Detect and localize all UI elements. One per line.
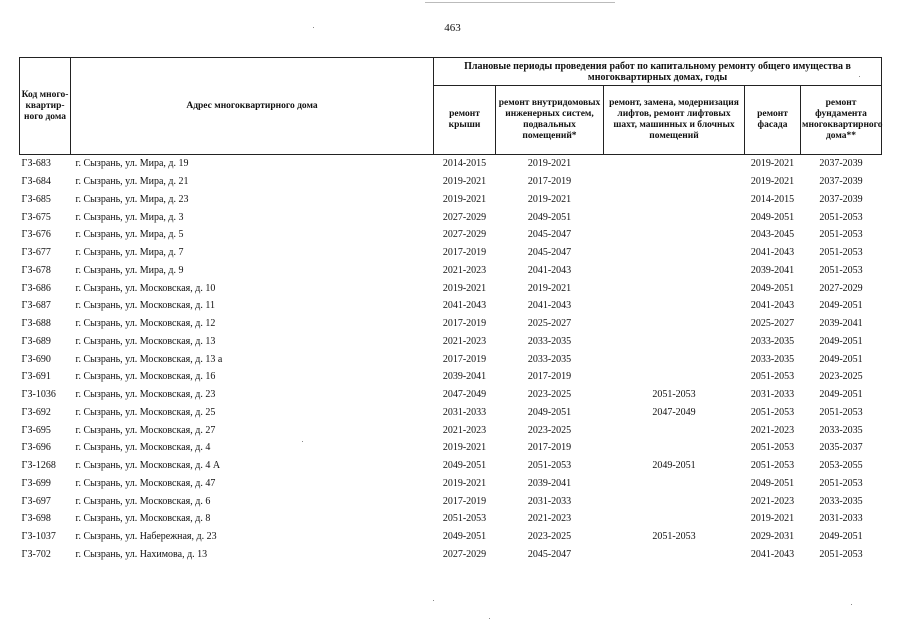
cell-facade: 2041-2043 <box>750 548 795 560</box>
cell-foundation: 2051-2053 <box>819 229 863 241</box>
cell-elevators <box>604 173 745 191</box>
cell-address: г. Сызрань, ул. Московская, д. 4 А <box>75 460 221 472</box>
cell-roof: 2041-2043 <box>442 300 487 312</box>
cell-systems: 2049-2051 <box>527 211 572 223</box>
cell-roof: 2021-2023 <box>442 335 487 347</box>
header-periods: Плановые периоды проведения работ по капитальному ремонту общего имущества в многоквартирных домах, годы <box>434 58 882 86</box>
cell-code: ГЗ-675 <box>21 211 51 223</box>
cell-roof: 2021-2023 <box>442 424 487 436</box>
cell-systems: 2025-2027 <box>527 318 572 330</box>
cell-code: ГЗ-697 <box>21 495 51 507</box>
header-systems: ремонт внутридомовых инженерных систем, подвальных помещений* <box>496 86 604 155</box>
cell-systems: 2019-2021 <box>527 193 572 205</box>
cell-facade: 2021-2023 <box>750 495 795 507</box>
cell-code: ГЗ-687 <box>21 300 51 312</box>
cell-address: г. Сызрань, ул. Московская, д. 6 <box>75 495 211 507</box>
cell-foundation: 2031-2033 <box>819 513 863 525</box>
cell-facade: 2029-2031 <box>750 531 795 543</box>
cell-systems: 2045-2047 <box>527 229 572 241</box>
cell-roof: 2039-2041 <box>442 371 487 383</box>
header-foundation: ремонт фундамента многоквартирного дома** <box>801 86 882 155</box>
cell-code: ГЗ-690 <box>21 353 51 365</box>
cell-code: ГЗ-692 <box>21 406 51 418</box>
cell-address: г. Сызрань, ул. Московская, д. 11 <box>75 300 215 312</box>
cell-address: г. Сызрань, ул. Московская, д. 12 <box>75 318 216 330</box>
cell-foundation: 2049-2051 <box>819 300 863 312</box>
cell-foundation: 2051-2053 <box>819 247 863 259</box>
cell-facade: 2021-2023 <box>750 424 795 436</box>
cell-elevators <box>604 475 745 493</box>
cell-elevators <box>604 368 745 386</box>
table-row <box>20 421 882 439</box>
cell-address: г. Сызрань, ул. Московская, д. 16 <box>75 371 216 383</box>
table-row <box>20 404 882 422</box>
cell-address: г. Сызрань, ул. Московская, д. 4 <box>75 442 211 454</box>
table-row <box>20 155 882 173</box>
cell-elevators <box>604 244 745 262</box>
table-row <box>20 208 882 226</box>
cell-systems: 2017-2019 <box>527 442 572 454</box>
cell-facade: 2041-2043 <box>750 247 795 259</box>
header-roof: ремонт крыши <box>434 86 496 155</box>
table-row <box>20 492 882 510</box>
cell-roof: 2051-2053 <box>442 513 487 525</box>
cell-foundation: 2037-2039 <box>801 155 882 173</box>
cell-address: г. Сызрань, ул. Нахимова, д. 13 <box>75 548 208 560</box>
cell-facade: 2031-2033 <box>750 389 795 401</box>
scan-speck <box>313 27 314 28</box>
cell-roof: 2017-2019 <box>442 495 487 507</box>
header-facade: ремонт фасада <box>745 86 801 155</box>
table-row <box>20 368 882 386</box>
cell-elevators <box>604 297 745 315</box>
cell-code: ГЗ-702 <box>21 548 51 560</box>
cell-systems: 2041-2043 <box>527 264 572 276</box>
cell-systems: 2045-2047 <box>527 548 572 560</box>
cell-address: г. Сызрань, ул. Московская, д. 8 <box>75 513 211 525</box>
cell-systems: 2031-2033 <box>527 495 572 507</box>
cell-foundation: 2027-2029 <box>819 282 863 294</box>
cell-systems: 2049-2051 <box>527 406 572 418</box>
cell-systems: 2033-2035 <box>527 353 572 365</box>
cell-elevators <box>604 208 745 226</box>
cell-facade: 2049-2051 <box>750 477 795 489</box>
cell-code: ГЗ-699 <box>21 477 51 489</box>
scan-top-line <box>425 2 615 3</box>
table-row <box>20 244 882 262</box>
cell-systems: 2019-2021 <box>496 155 604 173</box>
cell-systems: 2041-2043 <box>527 300 572 312</box>
table-row <box>20 510 882 528</box>
cell-foundation: 2037-2039 <box>819 176 863 188</box>
cell-facade: 2041-2043 <box>750 300 795 312</box>
cell-roof: 2027-2029 <box>442 211 487 223</box>
cell-elevators <box>604 191 745 209</box>
cell-address: г. Сызрань, ул. Мира, д. 7 <box>75 247 184 259</box>
scan-speck <box>302 441 303 442</box>
table-row <box>20 439 882 457</box>
cell-elevators <box>604 421 745 439</box>
cell-roof: 2049-2051 <box>442 460 487 472</box>
cell-facade: 2051-2053 <box>750 442 795 454</box>
cell-facade: 2019-2021 <box>750 513 795 525</box>
cell-code: ГЗ-691 <box>21 371 51 383</box>
cell-facade: 2019-2021 <box>745 155 801 173</box>
cell-code: ГЗ-686 <box>21 282 51 294</box>
cell-code: ГЗ-1268 <box>21 460 56 472</box>
cell-address: г. Сызрань, ул. Мира, д. 3 <box>75 211 184 223</box>
cell-elevators <box>604 315 745 333</box>
cell-code: ГЗ-695 <box>21 424 51 436</box>
cell-roof: 2027-2029 <box>442 548 487 560</box>
cell-foundation: 2033-2035 <box>819 424 863 436</box>
cell-elevators <box>604 279 745 297</box>
cell-roof: 2017-2019 <box>442 353 487 365</box>
table-row <box>20 297 882 315</box>
cell-foundation: 2051-2053 <box>819 477 863 489</box>
cell-address: г. Сызрань, ул. Московская, д. 23 <box>75 389 216 401</box>
cell-facade: 2025-2027 <box>750 318 795 330</box>
cell-elevators <box>604 262 745 280</box>
cell-address: г. Сызрань, ул. Московская, д. 27 <box>75 424 216 436</box>
cell-code: ГЗ-684 <box>21 176 51 188</box>
cell-foundation: 2049-2051 <box>819 353 863 365</box>
cell-roof: 2017-2019 <box>442 318 487 330</box>
cell-elevators: 2047-2049 <box>652 406 696 418</box>
cell-code: ГЗ-698 <box>21 513 51 525</box>
cell-systems: 2017-2019 <box>527 176 572 188</box>
header-code: Код много-квартир-ного дома <box>20 58 71 155</box>
cell-address: г. Сызрань, ул. Мира, д. 19 <box>71 155 434 173</box>
table-row <box>20 333 882 351</box>
scan-speck <box>859 76 860 77</box>
cell-facade: 2049-2051 <box>750 282 795 294</box>
cell-facade: 2039-2041 <box>750 264 795 276</box>
cell-elevators <box>604 510 745 528</box>
cell-facade: 2019-2021 <box>750 176 795 188</box>
cell-address: г. Сызрань, ул. Московская, д. 13 <box>75 335 216 347</box>
table-row <box>20 279 882 297</box>
table-row <box>20 546 882 564</box>
table-header <box>20 58 882 155</box>
table-row <box>20 262 882 280</box>
cell-facade: 2033-2035 <box>750 353 795 365</box>
table-row <box>20 457 882 475</box>
cell-elevators <box>604 492 745 510</box>
cell-foundation: 2051-2053 <box>819 264 863 276</box>
cell-foundation: 2037-2039 <box>819 193 863 205</box>
cell-facade: 2049-2051 <box>750 211 795 223</box>
cell-systems: 2023-2025 <box>527 531 572 543</box>
cell-elevators <box>604 546 745 564</box>
cell-systems: 2021-2023 <box>527 513 572 525</box>
capital-repair-table <box>19 57 882 563</box>
cell-foundation: 2035-2037 <box>819 442 863 454</box>
cell-code: ГЗ-696 <box>21 442 51 454</box>
header-elevators: ремонт, замена, модернизация лифтов, ремонт лифтовых шахт, машинных и блочных помещений <box>604 86 745 155</box>
cell-systems: 2023-2025 <box>527 424 572 436</box>
cell-systems: 2033-2035 <box>527 335 572 347</box>
cell-systems: 2039-2041 <box>527 477 572 489</box>
cell-foundation: 2049-2051 <box>819 531 863 543</box>
table-row <box>20 386 882 404</box>
cell-address: г. Сызрань, ул. Мира, д. 23 <box>75 193 189 205</box>
scan-speck <box>433 600 434 601</box>
scan-speck <box>489 618 490 619</box>
cell-address: г. Сызрань, ул. Мира, д. 9 <box>75 264 184 276</box>
cell-elevators: 2051-2053 <box>652 531 696 543</box>
cell-elevators <box>604 155 745 173</box>
cell-systems: 2023-2025 <box>527 389 572 401</box>
cell-code: ГЗ-683 <box>20 155 71 173</box>
cell-code: ГЗ-677 <box>21 247 51 259</box>
table-row <box>20 528 882 546</box>
page-number: 463 <box>444 22 461 34</box>
cell-foundation: 2039-2041 <box>819 318 863 330</box>
table-row <box>20 226 882 244</box>
cell-address: г. Сызрань, ул. Набережная, д. 23 <box>75 531 217 543</box>
cell-code: ГЗ-1036 <box>21 389 56 401</box>
cell-foundation: 2051-2053 <box>819 211 863 223</box>
cell-elevators <box>604 350 745 368</box>
cell-roof: 2047-2049 <box>442 389 487 401</box>
cell-roof: 2027-2029 <box>442 229 487 241</box>
table-row <box>20 350 882 368</box>
cell-roof: 2019-2021 <box>442 282 487 294</box>
cell-roof: 2017-2019 <box>442 247 487 259</box>
table-row <box>20 173 882 191</box>
cell-systems: 2045-2047 <box>527 247 572 259</box>
cell-foundation: 2049-2051 <box>819 335 863 347</box>
cell-foundation: 2053-2055 <box>819 460 863 472</box>
header-address: Адрес многоквартирного дома <box>71 58 434 155</box>
cell-foundation: 2051-2053 <box>819 548 863 560</box>
cell-elevators <box>604 333 745 351</box>
cell-systems: 2017-2019 <box>527 371 572 383</box>
cell-elevators: 2049-2051 <box>652 460 696 472</box>
cell-facade: 2043-2045 <box>750 229 795 241</box>
cell-address: г. Сызрань, ул. Московская, д. 25 <box>75 406 216 418</box>
cell-code: ГЗ-685 <box>21 193 51 205</box>
cell-elevators: 2051-2053 <box>652 389 696 401</box>
cell-systems: 2051-2053 <box>527 460 572 472</box>
table-body <box>20 155 882 564</box>
cell-roof: 2019-2021 <box>442 477 487 489</box>
cell-code: ГЗ-678 <box>21 264 51 276</box>
cell-roof: 2019-2021 <box>442 442 487 454</box>
scan-speck <box>851 604 852 605</box>
cell-address: г. Сызрань, ул. Мира, д. 5 <box>75 229 184 241</box>
cell-roof: 2031-2033 <box>442 406 487 418</box>
cell-roof: 2021-2023 <box>442 264 487 276</box>
table-row <box>20 475 882 493</box>
cell-roof: 2019-2021 <box>442 176 487 188</box>
cell-facade: 2014-2015 <box>750 193 795 205</box>
cell-elevators <box>604 439 745 457</box>
cell-foundation: 2023-2025 <box>819 371 863 383</box>
cell-facade: 2051-2053 <box>750 406 795 418</box>
cell-facade: 2051-2053 <box>750 371 795 383</box>
cell-roof: 2049-2051 <box>442 531 487 543</box>
cell-address: г. Сызрань, ул. Московская, д. 47 <box>75 477 216 489</box>
cell-facade: 2051-2053 <box>750 460 795 472</box>
cell-address: г. Сызрань, ул. Мира, д. 21 <box>75 176 189 188</box>
cell-foundation: 2049-2051 <box>819 389 863 401</box>
cell-roof: 2014-2015 <box>434 155 496 173</box>
table-row <box>20 315 882 333</box>
cell-code: ГЗ-688 <box>21 318 51 330</box>
cell-foundation: 2051-2053 <box>819 406 863 418</box>
cell-systems: 2019-2021 <box>527 282 572 294</box>
cell-code: ГЗ-676 <box>21 229 51 241</box>
cell-code: ГЗ-1037 <box>21 531 56 543</box>
cell-code: ГЗ-689 <box>21 335 51 347</box>
cell-facade: 2033-2035 <box>750 335 795 347</box>
cell-address: г. Сызрань, ул. Московская, д. 13 а <box>75 353 223 365</box>
cell-elevators <box>604 226 745 244</box>
cell-address: г. Сызрань, ул. Московская, д. 10 <box>75 282 216 294</box>
cell-roof: 2019-2021 <box>442 193 487 205</box>
table-row <box>20 191 882 209</box>
cell-foundation: 2033-2035 <box>819 495 863 507</box>
